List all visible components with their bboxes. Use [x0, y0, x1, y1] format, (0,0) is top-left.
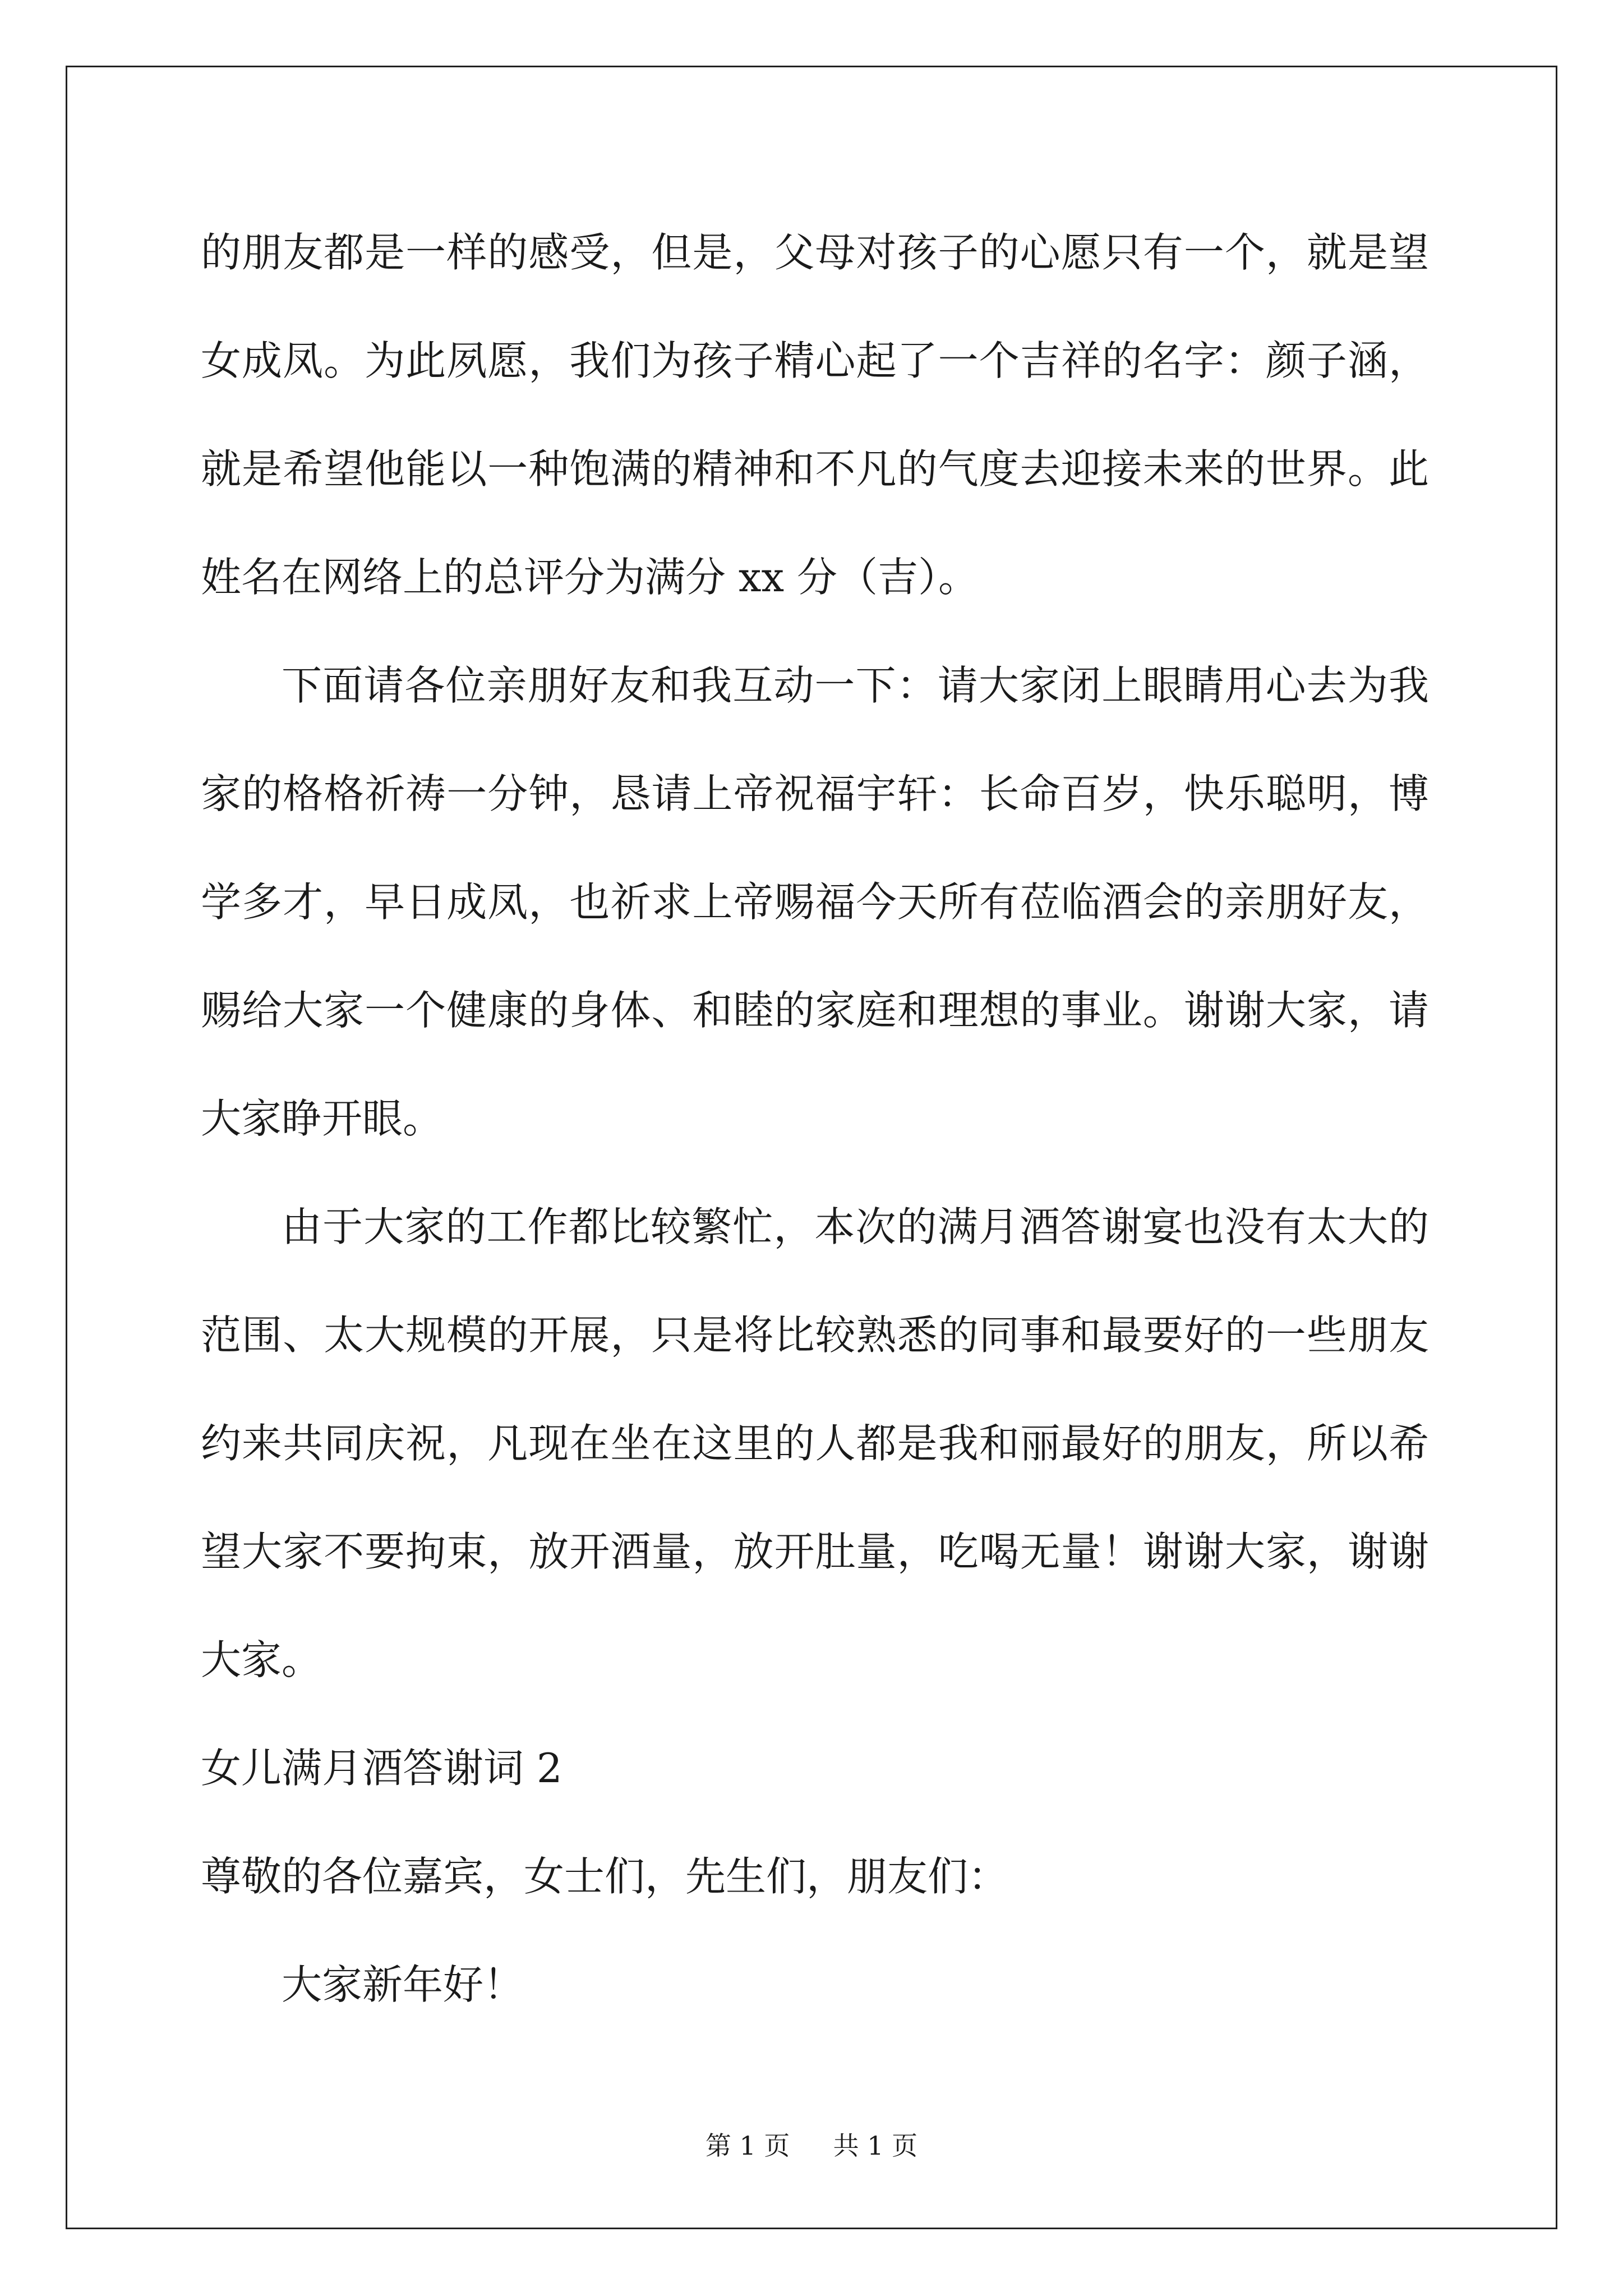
paragraph-line: 由于大家的工作都比较繁忙，本次的满月酒答谢宴也没有太大的 [282, 1203, 1429, 1250]
paragraph-line: 范围、太大规模的开展，只是将比较熟悉的同事和最要好的一些朋友 [201, 1312, 1429, 1359]
page-number: 第 1 页 [705, 2131, 790, 2161]
paragraph-line: 下面请各位亲朋好友和我互动一下：请大家闭上眼睛用心去为我 [282, 662, 1429, 709]
paragraph-line: 家的格格祈祷一分钟，恳请上帝祝福宇轩：长命百岁，快乐聪明，博 [201, 770, 1429, 817]
paragraph-line: 姓名在网络上的总评分为满分 xx 分（吉）。 [201, 554, 979, 601]
document-body [201, 213, 1429, 2054]
salutation: 尊敬的各位嘉宾，女士们，先生们，朋友们： [201, 1853, 1009, 1900]
paragraph-line: 约来共同庆祝，凡现在坐在这里的人都是我和丽最好的朋友，所以希 [201, 1420, 1429, 1467]
paragraph-line: 赐给大家一个健康的身体、和睦的家庭和理想的事业。谢谢大家，请 [201, 987, 1429, 1034]
page-total: 共 1 页 [833, 2131, 918, 2161]
greeting: 大家新年好！ [282, 1961, 524, 2008]
paragraph-line: 就是希望他能以一种饱满的精神和不凡的气度去迎接未来的世界。此 [201, 445, 1429, 493]
paragraph-line: 女成凤。为此夙愿，我们为孩子精心起了一个吉祥的名字：颜子涵， [201, 337, 1429, 384]
page-footer [0, 2129, 1623, 2162]
paragraph-line: 望大家不要拘束，放开酒量，放开肚量，吃喝无量！谢谢大家，谢谢 [201, 1528, 1429, 1575]
paragraph-line: 学多才，早日成凤，也祈求上帝赐福今天所有莅临酒会的亲朋好友， [201, 878, 1429, 926]
paragraph-line: 的朋友都是一样的感受，但是，父母对孩子的心愿只有一个，就是望 [201, 229, 1429, 276]
paragraph-line: 大家睁开眼。 [201, 1095, 444, 1142]
section-title: 女儿满月酒答谢词 2 [201, 1745, 562, 1792]
paragraph-line: 大家。 [201, 1636, 322, 1683]
